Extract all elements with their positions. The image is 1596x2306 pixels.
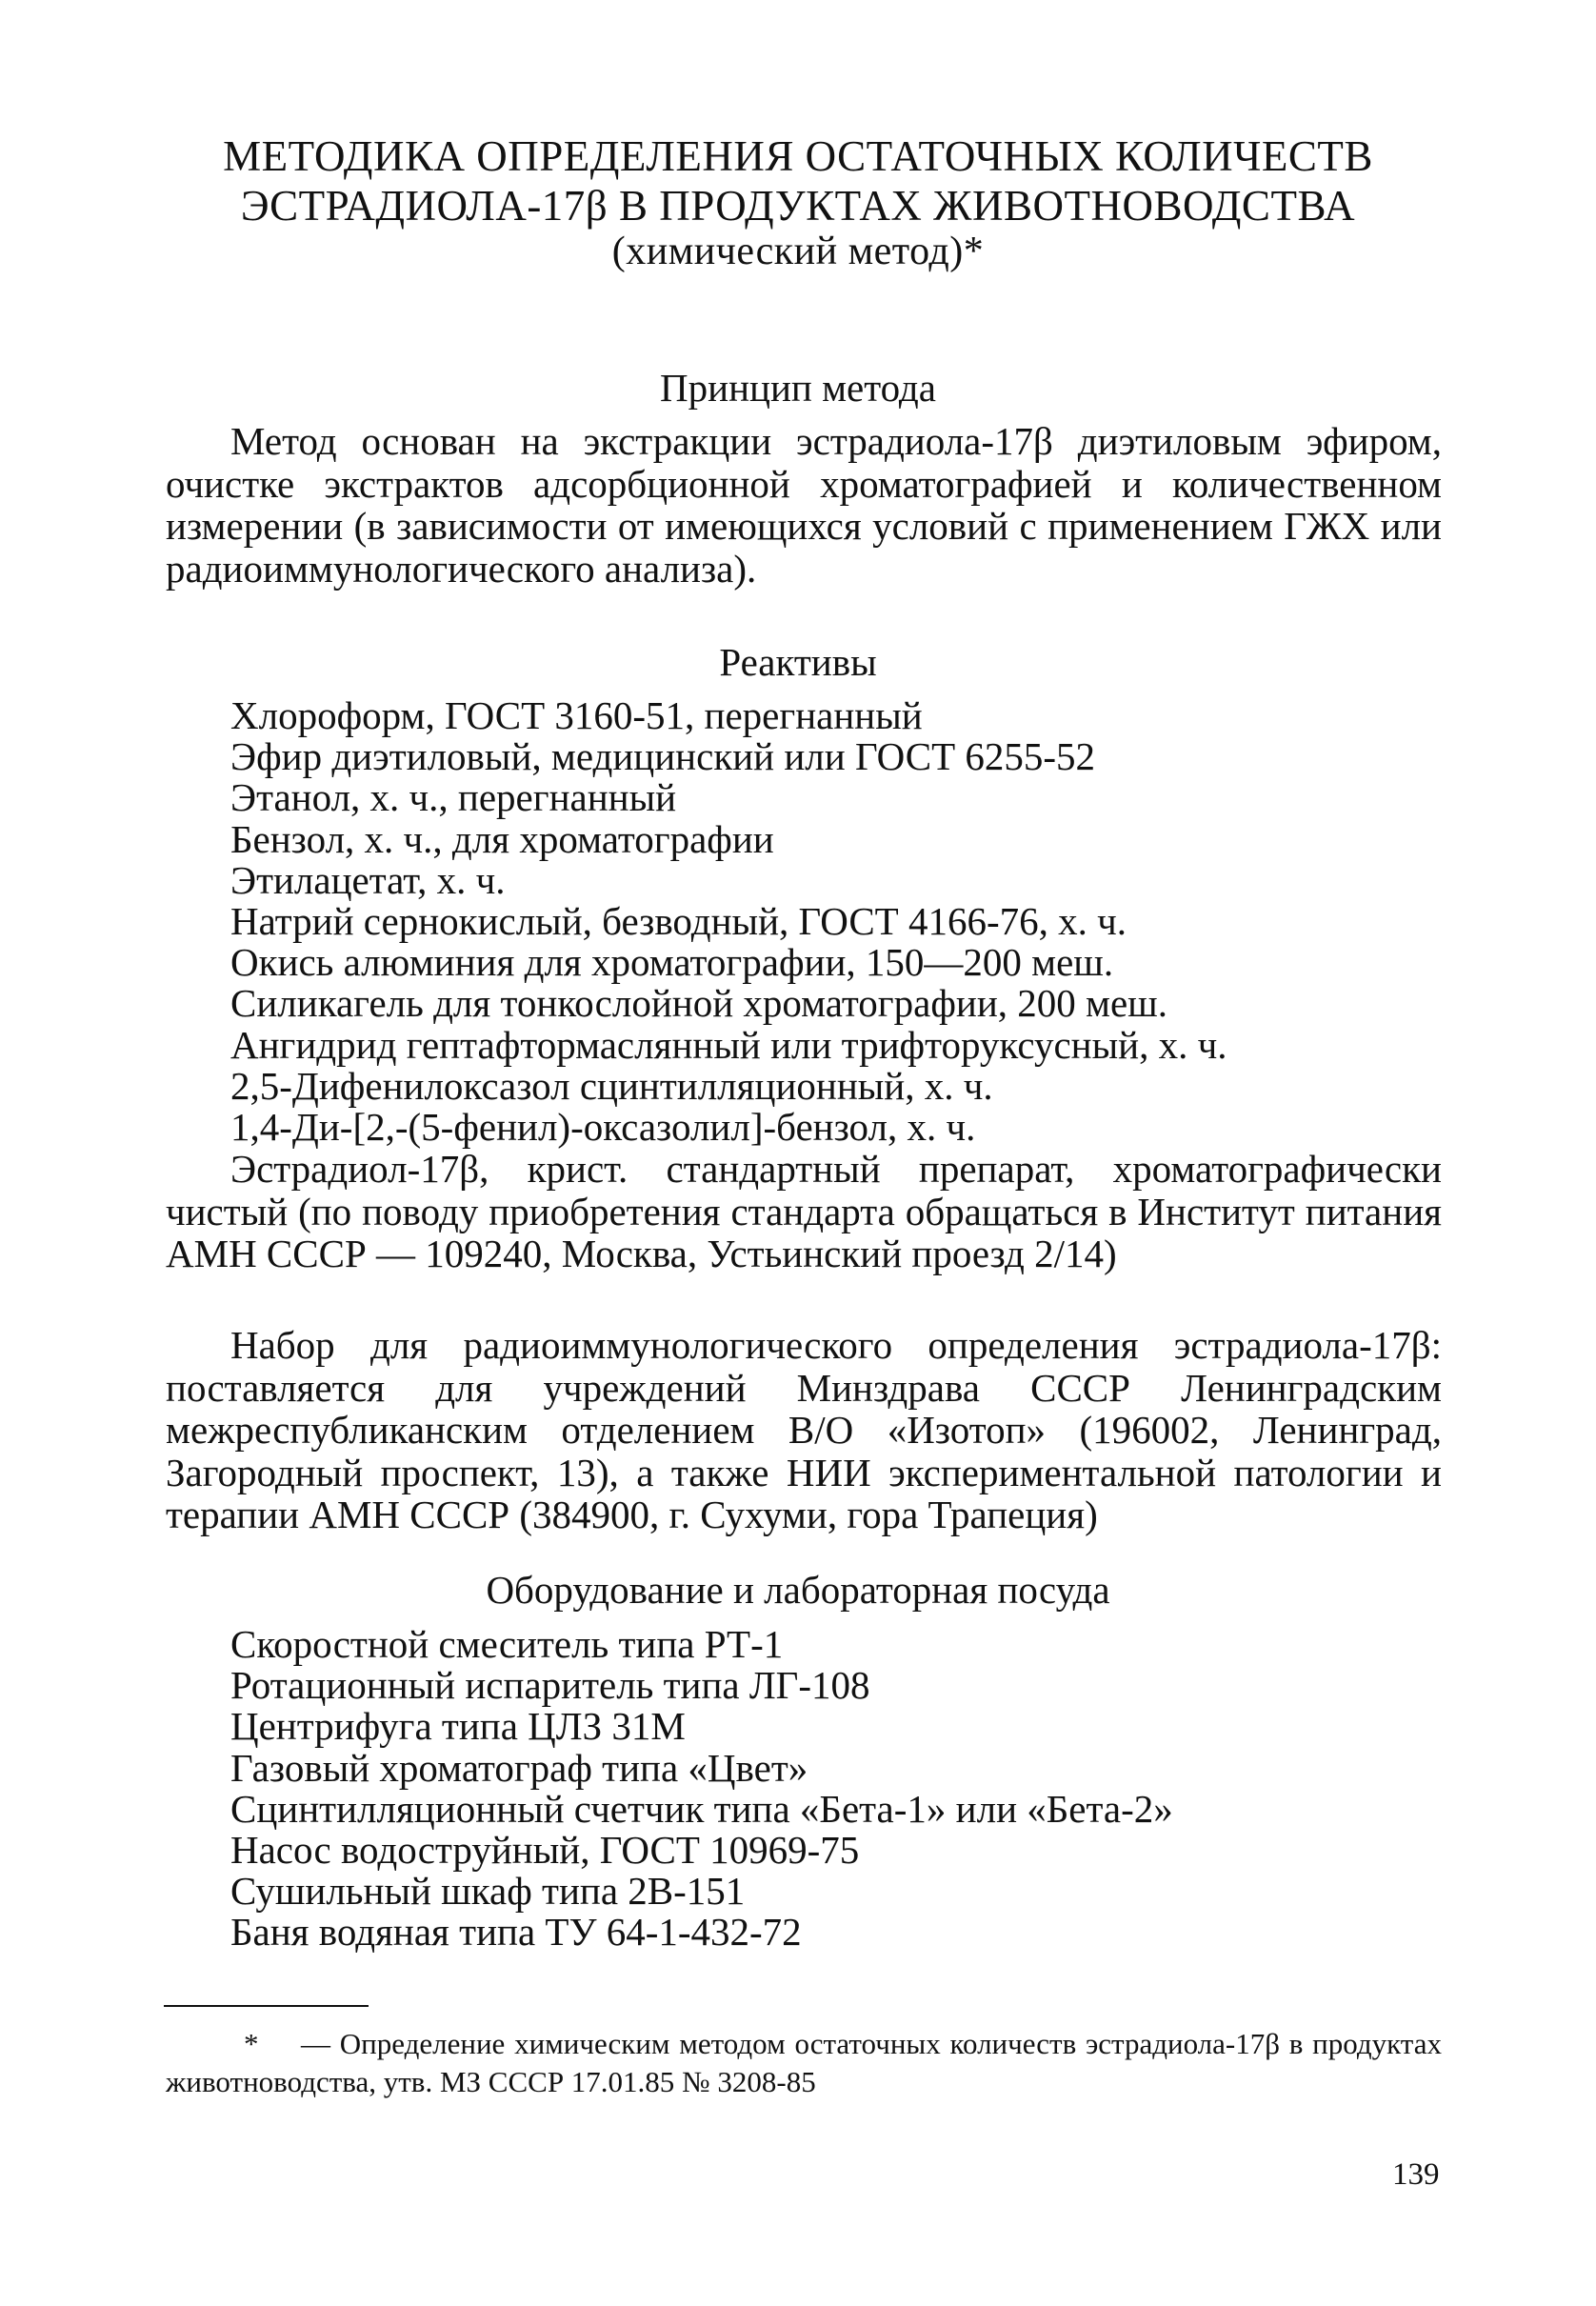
footnote-divider	[164, 2005, 369, 2007]
list-item: Скоростной смеситель типа РТ-1	[230, 1622, 784, 1666]
equipment-heading: Оборудование и лабораторная посуда	[486, 1568, 1110, 1612]
list-item: Бензол, х. ч., для хроматографии	[230, 816, 774, 861]
list-item: Газовый хроматограф типа «Цвет»	[230, 1745, 808, 1790]
kit-paragraph: Набор для радиоиммунологического определения эстрадиола-17β: поставляется для учреждений Минздрава СССР Ленинградским межреспубликанским отделением В/О «Изотоп» (196002, Ленинград, Загородный проспект, 13), а также НИИ экспериментальной патологии и терапии АМН СССР (384900, г. Сухуми, гора Трапеция)	[166, 1323, 1442, 1536]
reagents-list	[230, 695, 1227, 1148]
list-item: Натрий сернокислый, безводный, ГОСТ 4166-76, х. ч.	[230, 899, 1127, 944]
list-item: Сцинтилляционный счетчик типа «Бета-1» или «Бета-2»	[230, 1786, 1173, 1831]
title-line-1: МЕТОДИКА ОПРЕДЕЛЕНИЯ ОСТАТОЧНЫХ КОЛИЧЕСТВ	[223, 132, 1373, 180]
list-item: 2,5-Дифенилоксазол сцинтилляционный, х. ч.	[230, 1063, 993, 1108]
list-item: Эфир диэтиловый, медицинский или ГОСТ 6255-52	[230, 734, 1096, 779]
principle-heading: Принцип метода	[660, 366, 936, 410]
title-subtitle: (химический метод)*	[611, 230, 985, 273]
reagents-heading: Реактивы	[719, 640, 877, 684]
footnote-text: — Определение химическим методом остаточных количеств эстрадиола-17β в продуктах животноводства, утв. МЗ СССР 17.01.85 № 3208-85	[166, 2027, 1442, 2098]
estradiol-paragraph: Эстрадиол-17β, крист. стандартный препарат, хроматографически чистый (по поводу приобретения стандарта обращаться в Институт питания АМН СССР — 109240, Москва, Устьинский проезд 2/14)	[166, 1147, 1442, 1275]
list-item: Ангидрид гептафтормаслянный или трифторуксусный, х. ч.	[230, 1022, 1227, 1067]
list-item: Хлороформ, ГОСТ 3160-51, перегнанный	[230, 693, 923, 737]
page-number: 139	[1392, 2157, 1440, 2192]
list-item: Ротационный испаритель типа ЛГ-108	[230, 1663, 870, 1708]
list-item: Этилацетат, х. ч.	[230, 857, 506, 902]
equipment-list	[230, 1624, 1173, 1954]
list-item: Сушильный шкаф типа 2В-151	[230, 1869, 746, 1914]
list-item: Силикагель для тонкослойной хроматографии, 200 меш.	[230, 981, 1167, 1026]
list-item: Центрифуга типа ЦЛЗ 31М	[230, 1704, 686, 1749]
list-item: Этанол, х. ч., перегнанный	[230, 775, 677, 820]
footnote-mark: *	[244, 2027, 259, 2060]
list-item: Окись алюминия для хроматографии, 150—200 меш.	[230, 940, 1114, 985]
list-item: 1,4-Ди-[2,-(5-фенил)-оксазолил]-бензол, х. ч.	[230, 1105, 976, 1150]
title-line-2: ЭСТРАДИОЛА-17β В ПРОДУКТАХ ЖИВОТНОВОДСТВА	[240, 182, 1356, 230]
list-item: Баня водяная типа ТУ 64-1-432-72	[230, 1910, 802, 1955]
footnote	[166, 2025, 1442, 2101]
principle-text: Метод основан на экстракции эстрадиола-17β диэтиловым эфиром, очистке экстрактов адсорбционной хроматографией и количественном измерении (в зависимости от имеющихся условий с применением ГЖХ или радиоиммунологического анализа).	[166, 419, 1442, 591]
list-item: Насос водоструйный, ГОСТ 10969-75	[230, 1828, 860, 1873]
